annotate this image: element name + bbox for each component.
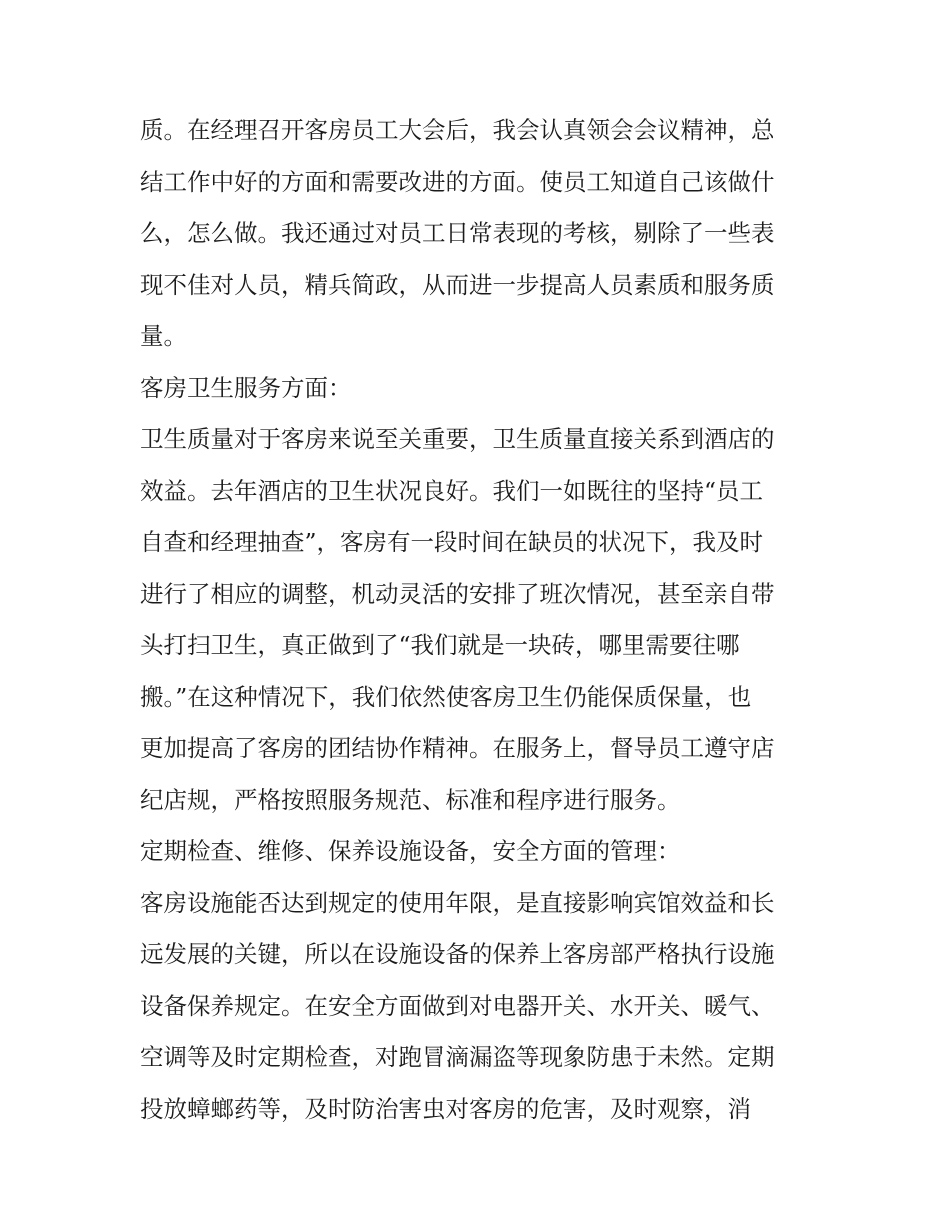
section-heading: 客房卫生服务方面： (140, 373, 352, 402)
text-line: 量。 (140, 322, 187, 350)
text-line: 客房设施能否达到规定的使用年限，是直接影响宾馆效益和长 (140, 888, 775, 917)
section-heading: 定期检查、维修、保养设施设备，安全方面的管理： (140, 837, 681, 865)
text-line: 设备保养规定。在安全方面做到对电器开关、水开关、暖气、 (140, 991, 775, 1020)
text-line: 搬。”在这种情况下，我们依然使客房卫生仍能保质保量，也 (140, 682, 752, 711)
text-line: 投放蟑螂药等，及时防治害虫对客房的危害，及时观察，消 (140, 1094, 751, 1123)
text-line: 么，怎么做。我还通过对员工日常表现的考核，剔除了一些表 (140, 219, 775, 247)
document-body (140, 105, 820, 1135)
text-line: 更加提高了客房的团结协作精神。在服务上，督导员工遵守店 (140, 734, 775, 762)
text-line: 结工作中好的方面和需要改进的方面。使员工知道自己该做什 (140, 167, 775, 196)
text-line: 远发展的关键，所以在设施设备的保养上客房部严格执行设施 (140, 940, 775, 968)
text-line: 效益。去年酒店的卫生状况良好。我们一如既往的坚持“员工 (140, 476, 764, 505)
text-line: 纪店规，严格按照服务规范、标准和程序进行服务。 (140, 785, 681, 814)
text-line: 质。在经理召开客房员工大会后，我会认真领会会议精神，总 (140, 116, 775, 144)
text-line: 现不佳对人员，精兵简政，从而进一步提高人员素质和服务质 (140, 270, 775, 299)
text-line: 空调等及时定期检查，对跑冒滴漏盗等现象防患于未然。定期 (140, 1043, 775, 1071)
text-line: 进行了相应的调整，机动灵活的安排了班次情况，甚至亲自带 (140, 579, 775, 608)
text-line: 自查和经理抽查”，客房有一段时间在缺员的状况下，我及时 (140, 528, 764, 556)
text-line: 头打扫卫生，真正做到了“我们就是一块砖，哪里需要往哪 (140, 631, 740, 659)
text-line: 卫生质量对于客房来说至关重要，卫生质量直接关系到酒店的 (140, 425, 775, 453)
